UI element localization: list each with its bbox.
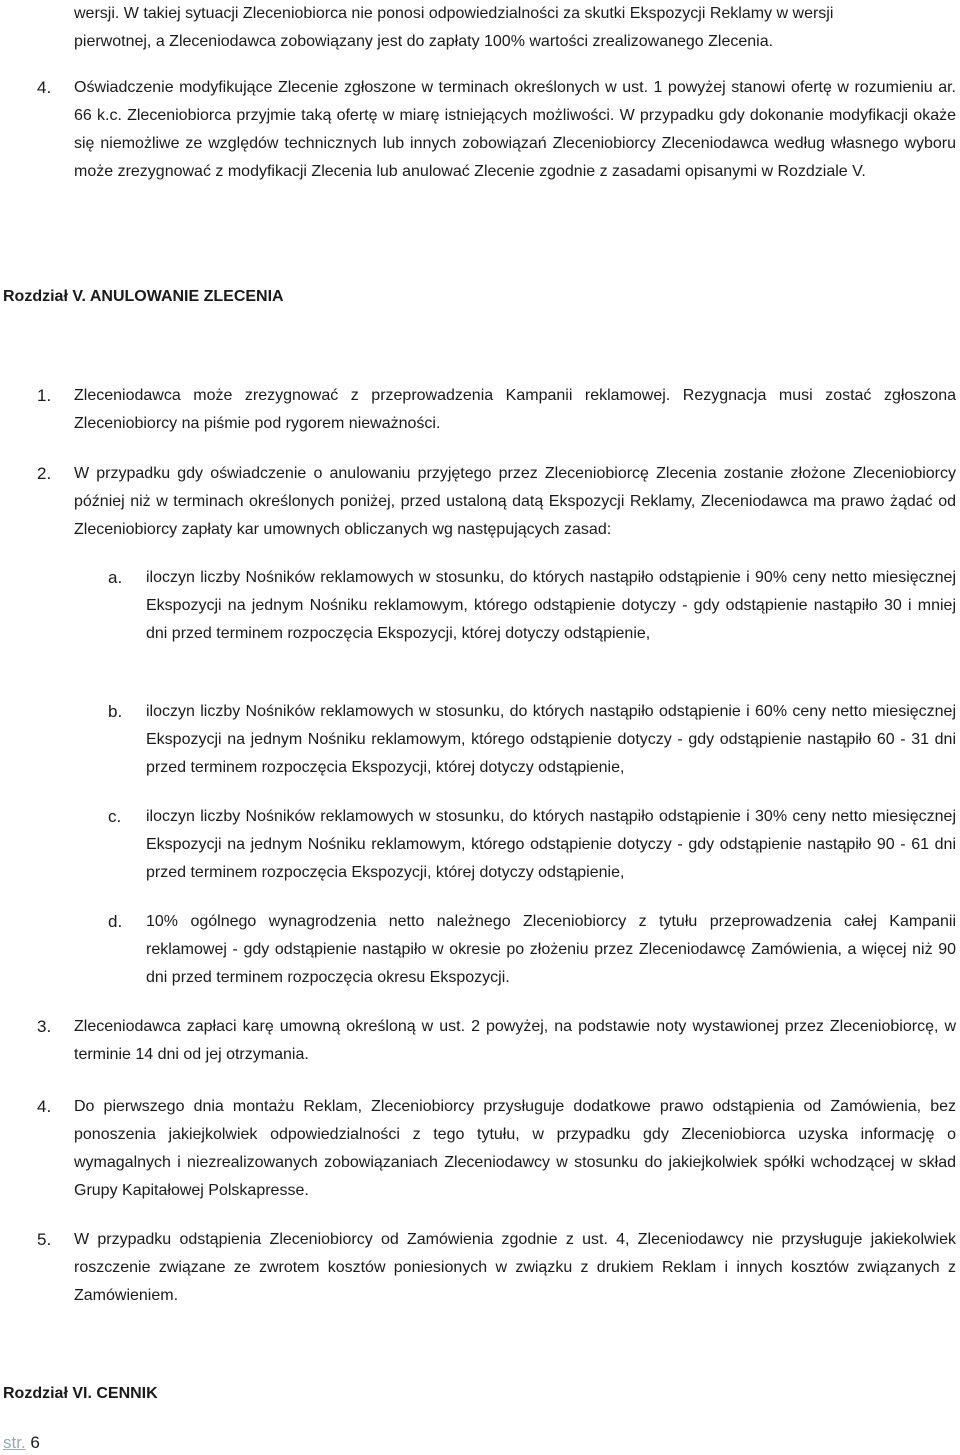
item-number: 3. bbox=[37, 1017, 52, 1036]
subitem-text: iloczyn liczby Nośników reklamowych w stosunku, do których nastąpiło odstąpienie i 60% ceny netto miesięcznej Ekspozycji na jednym Nośniku reklamowym, którego odstąpienie dotyczy - gdy odstąpienie nastąpiło 60 - 31 dni przed terminem rozpoczęcia Ekspozycji, której dotyczy odstąpienie, bbox=[146, 703, 956, 776]
subitem-label: c. bbox=[108, 807, 122, 826]
item-text: W przypadku gdy oświadczenie o anulowaniu przyjętego przez Zleceniobiorcę Zlecenia zostanie złożone Zleceniobiorcy później niż w terminach określonych poniżej, przed ustaloną datą Ekspozycji Reklamy, Zleceniodawca ma prawo żądać od Zleceniobiorcy zapłaty kar umownych obliczanych wg następujących zasad: bbox=[74, 465, 956, 538]
page-number: 6 bbox=[30, 1433, 40, 1452]
chapter-heading: Rozdział V. ANULOWANIE ZLECENIA bbox=[3, 288, 284, 305]
continuation-line-2: pierwotnej, a Zleceniodawca zobowiązany jest do zapłaty 100% wartości zrealizowanego Zlecenia. bbox=[74, 33, 774, 50]
item-number: 2. bbox=[37, 464, 52, 483]
subitem-label: d. bbox=[108, 912, 123, 931]
continuation-text bbox=[74, 0, 956, 28]
item-text: Do pierwszego dnia montażu Reklam, Zleceniobiorcy przysługuje dodatkowe prawo odstąpienia od Zamówienia, bez ponoszenia jakiejkolwiek odpowiedzialności z tego tytułu, w przypadku gdy Zleceniobiorca uzyska informację o wymagalnych i niezrealizowanych zobowiązaniach Zleceniodawcy w stosunku do jakiejkolwiek spółki wchodzącej w skład Grupy Kapitałowej Polskapresse. bbox=[74, 1098, 956, 1199]
subitem-text: 10% ogólnego wynagrodzenia netto należnego Zleceniobiorcy z tytułu przeprowadzenia całej Kampanii reklamowej - gdy odstąpienie nastąpiło w okresie po złożeniu przez Zleceniodawcę Zamówienia, a więcej niż 90 dni przed terminem rozpoczęcia okresu Ekspozycji. bbox=[146, 913, 956, 986]
chapter-heading: Rozdział VI. CENNIK bbox=[3, 1385, 158, 1402]
item-text: W przypadku odstąpienia Zleceniobiorcy od Zamówienia zgodnie z ust. 4, Zleceniodawcy nie przysługuje jakiekolwiek roszczenie związane ze zwrotem kosztów poniesionych w związku z drukiem Reklam i innych kosztów związanych z Zamówieniem. bbox=[74, 1231, 956, 1304]
subitem-label: b. bbox=[108, 702, 123, 721]
item-number: 4. bbox=[37, 1097, 52, 1116]
item-text: Zleceniodawca może zrezygnować z przeprowadzenia Kampanii reklamowej. Rezygnacja musi zostać zgłoszona Zleceniobiorcy na piśmie pod rygorem nieważności. bbox=[74, 387, 956, 432]
page-footer bbox=[3, 1432, 40, 1454]
page-prefix: str. bbox=[3, 1433, 26, 1452]
subitem-text: iloczyn liczby Nośników reklamowych w stosunku, do których nastąpiło odstąpienie i 30% ceny netto miesięcznej Ekspozycji na jednym Nośniku reklamowym, którego odstąpienie dotyczy - gdy odstąpienie nastąpiło 90 - 61 dni przed terminem rozpoczęcia Ekspozycji, której dotyczy odstąpienie, bbox=[146, 808, 956, 881]
item-text: Zleceniodawca zapłaci karę umowną określoną w ust. 2 powyżej, na podstawie noty wystawionej przez Zleceniobiorcę, w terminie 14 dni od jej otrzymania. bbox=[74, 1018, 956, 1063]
item-text: Oświadczenie modyfikujące Zlecenie zgłoszone w terminach określonych w ust. 1 powyżej stanowi ofertę w rozumieniu ar. 66 k.c. Zleceniobiorca przyjmie taką ofertę w miarę istniejących możliwości. W przypadku gdy dokonanie modyfikacji okaże się niemożliwe ze względów technicznych lub innych zobowiązań Zleceniobiorcy Zleceniodawca według własnego wyboru może zrezygnować z modyfikacji Zlecenia lub anulować Zlecenie zgodnie z zasadami opisanymi w Rozdziale V. bbox=[74, 79, 956, 180]
item-number: 1. bbox=[37, 386, 52, 405]
subitem-text: iloczyn liczby Nośników reklamowych w stosunku, do których nastąpiło odstąpienie i 90% ceny netto miesięcznej Ekspozycji na jednym Nośniku reklamowym, którego odstąpienie dotyczy - gdy odstąpienie nastąpiło 30 i mniej dni przed terminem rozpoczęcia Ekspozycji, której dotyczy odstąpienie, bbox=[146, 569, 956, 642]
item-number: 4. bbox=[37, 78, 52, 97]
continuation-line-1: wersji. W takiej sytuacji Zleceniobiorca nie ponosi odpowiedzialności za skutki Ekspozycji Reklamy w wersji bbox=[74, 5, 834, 22]
item-number: 5. bbox=[37, 1230, 52, 1249]
continuation-text-2 bbox=[74, 28, 956, 56]
subitem-label: a. bbox=[108, 568, 123, 587]
